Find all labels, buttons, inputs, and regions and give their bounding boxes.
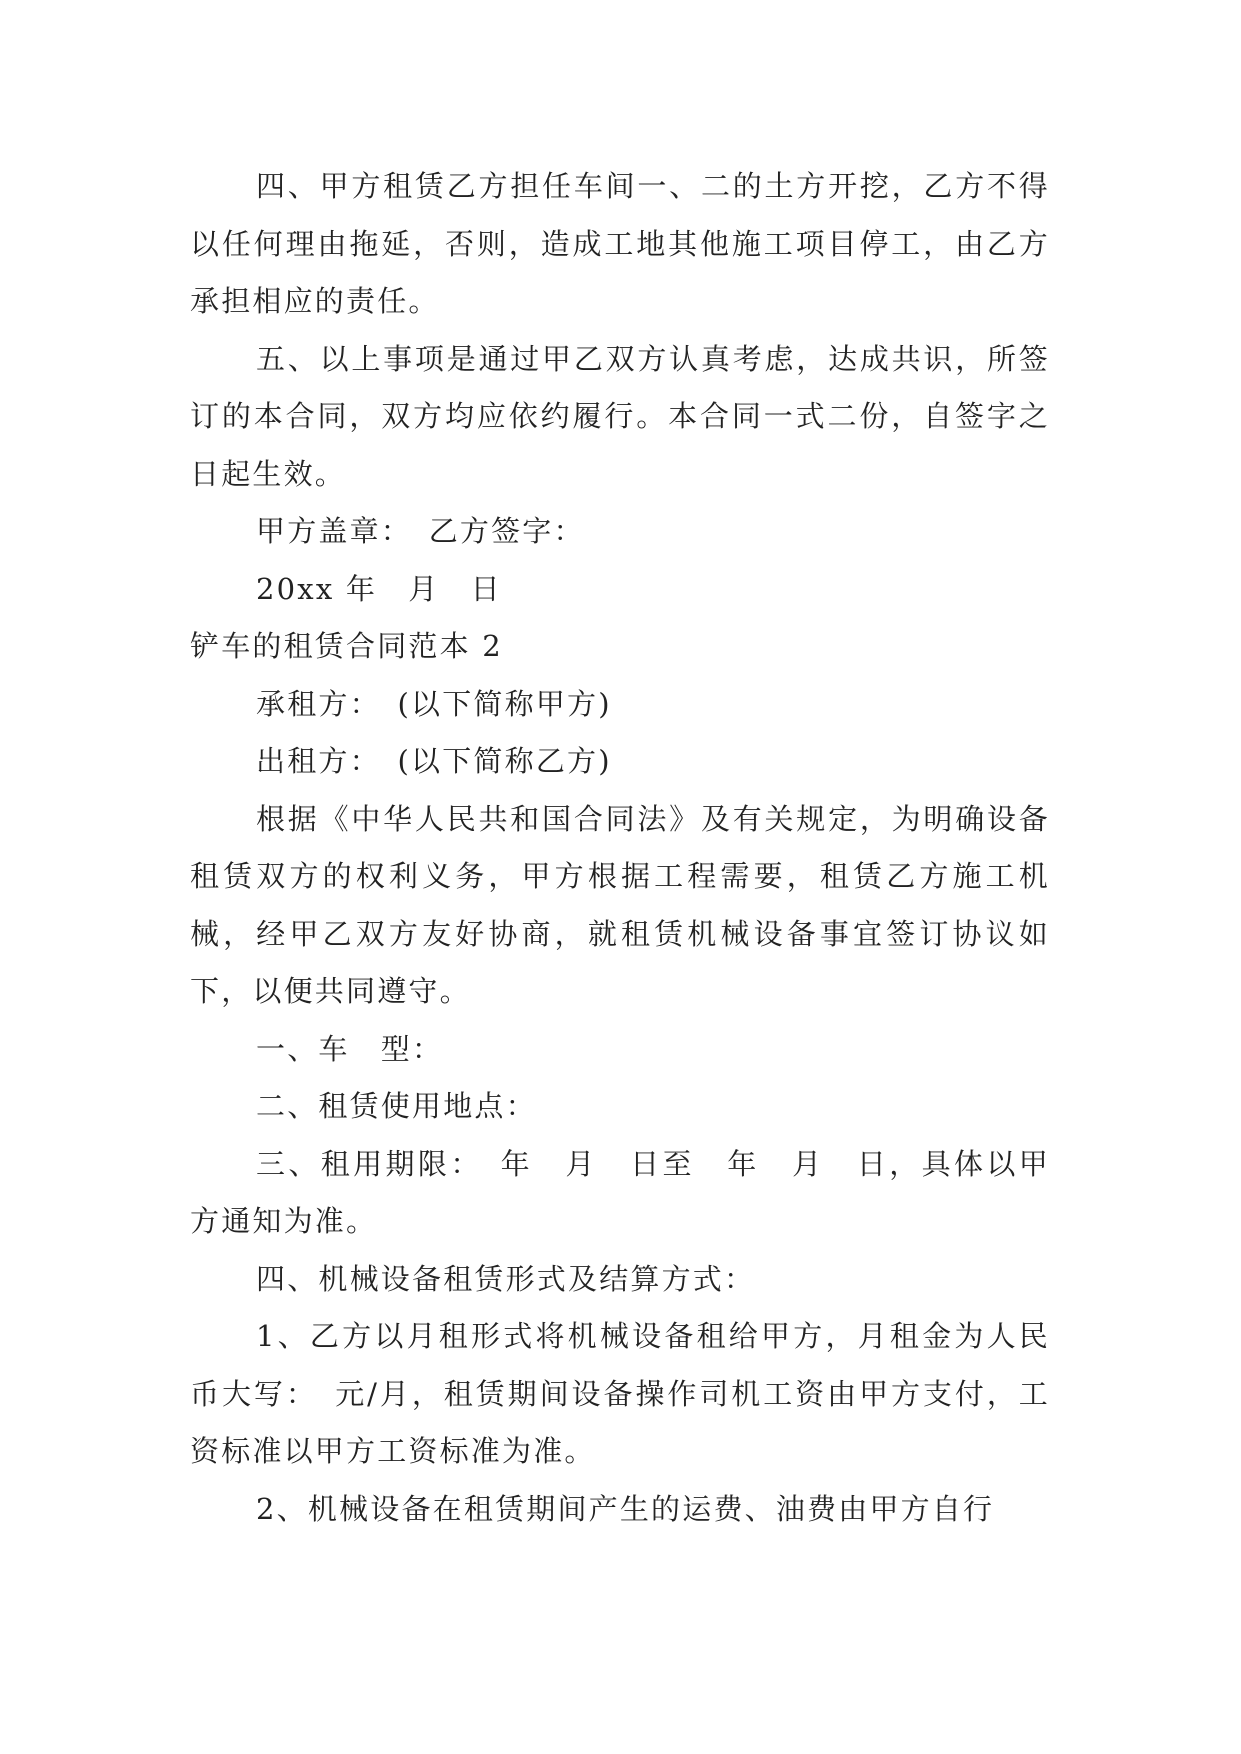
lessor-line: 出租方： (以下简称乙方) [256,744,612,778]
clause-vehicle-model: 一、车 型： [256,1031,444,1066]
clause-rental-form: 四、机械设备租赁形式及结算方式： [256,1261,756,1296]
clause-fees: 2、机械设备在租赁期间产生的运费、油费由甲方自行 [256,1491,995,1526]
paragraph-clause-four-excavation: 四、甲方租赁乙方担任车间一、二的土方开挖，乙方不得以任何理由拖延，否则，造成工地其他施工项目停工，由乙方承担相应的责任。 [190,169,1050,318]
clause-usage-location: 二、租赁使用地点： [256,1089,537,1123]
lessee-line: 承租方： (以下简称甲方) [256,686,612,721]
section-title: 铲车的租赁合同范本 2 [190,629,503,663]
paragraph-preamble: 根据《中华人民共和国合同法》及有关规定，为明确设备租赁双方的权利义务，甲方根据工程需要，租赁乙方施工机械，经甲乙双方友好协商，就租赁机械设备事宜签订协议如下，以便共同遵守。 [190,801,1050,1008]
signature-line: 甲方盖章： 乙方签字： [256,514,585,548]
paragraph-clause-five-effect: 五、以上事项是通过甲乙双方认真考虑，达成共识，所签订的本合同，双方均应依约履行。本合同一式二份，自签字之日起生效。 [190,341,1050,491]
document-body [190,158,1050,1538]
clause-rental-period: 三、租用期限： 年 月 日至 年 月 日，具体以甲方通知为准。 [190,1146,1050,1238]
date-line: 20xx 年 月 日 [256,571,502,606]
clause-monthly-rent: 1、乙方以月租形式将机械设备租给甲方，月租金为人民币大写： 元/月，租赁期间设备操作司机工资由甲方支付，工资标准以甲方工资标准为准。 [190,1319,1050,1468]
